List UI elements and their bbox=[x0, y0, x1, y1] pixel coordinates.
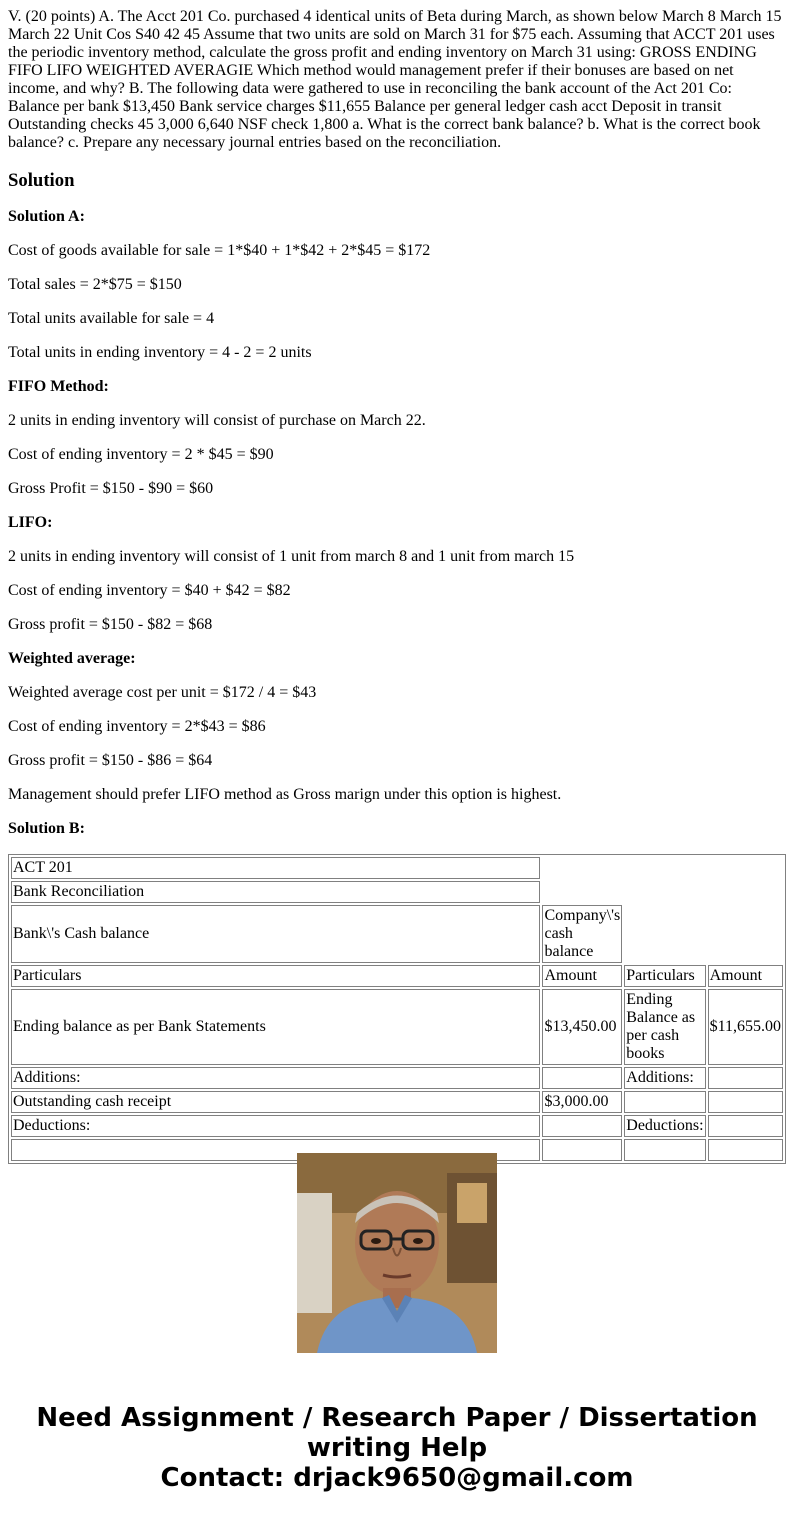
particulars-header: Particulars bbox=[11, 965, 540, 987]
particulars-header-2: Particulars bbox=[624, 965, 705, 987]
weighted-heading: Weighted average: bbox=[8, 650, 136, 667]
amount-header: Amount bbox=[542, 965, 622, 987]
fifo-line-2: Cost of ending inventory = 2 * $45 = $90 bbox=[8, 446, 274, 463]
author-portrait-icon bbox=[297, 1153, 497, 1353]
lifo-heading: LIFO: bbox=[8, 514, 53, 531]
additions-right-label: Additions: bbox=[624, 1067, 705, 1089]
promo-line-2: writing Help bbox=[306, 1433, 488, 1463]
author-avatar bbox=[297, 1153, 497, 1353]
conclusion-line: Management should prefer LIFO method as Gross marign under this option is highest. bbox=[8, 786, 562, 803]
company-cash-balance-header: Company\'s cash balance bbox=[542, 905, 622, 963]
outstanding-receipt-amount: $3,000.00 bbox=[542, 1091, 622, 1113]
empty-cell bbox=[708, 1115, 783, 1137]
lifo-line-2: Cost of ending inventory = $40 + $42 = $82 bbox=[8, 582, 291, 599]
solution-title: Solution bbox=[8, 170, 75, 191]
reconciliation-title-cell: Bank Reconciliation bbox=[11, 881, 540, 903]
empty-cell bbox=[708, 1139, 783, 1161]
cost-available-line: Cost of goods available for sale = 1*$40 + 1*$42 + 2*$45 = $172 bbox=[8, 242, 431, 259]
bank-cash-balance-header: Bank\'s Cash balance bbox=[11, 905, 540, 963]
additions-left-label: Additions: bbox=[11, 1067, 540, 1089]
deductions-left-label: Deductions: bbox=[11, 1115, 540, 1137]
weighted-line-2: Cost of ending inventory = 2*$43 = $86 bbox=[8, 718, 266, 735]
weighted-line-1: Weighted average cost per unit = $172 / 4 = $43 bbox=[8, 684, 317, 701]
fifo-line-3: Gross Profit = $150 - $90 = $60 bbox=[8, 480, 214, 497]
solution-a-heading: Solution A: bbox=[8, 208, 85, 225]
empty-cell bbox=[542, 1067, 622, 1089]
units-available-line: Total units available for sale = 4 bbox=[8, 310, 215, 327]
ending-bank-amount: $13,450.00 bbox=[542, 989, 622, 1065]
empty-cell bbox=[708, 1067, 783, 1089]
document-content bbox=[8, 8, 786, 1134]
weighted-line-3: Gross profit = $150 - $86 = $64 bbox=[8, 752, 213, 769]
units-ending-line: Total units in ending inventory = 4 - 2 = 2 units bbox=[8, 344, 312, 361]
promo-line-1: Need Assignment / Research Paper / Dissertation bbox=[36, 1403, 758, 1433]
empty-cell bbox=[542, 1115, 622, 1137]
empty-cell bbox=[624, 1139, 705, 1161]
company-name-cell: ACT 201 bbox=[11, 857, 540, 879]
ending-book-label: Ending Balance as per cash books bbox=[624, 989, 705, 1065]
deductions-right-label: Deductions: bbox=[624, 1115, 705, 1137]
empty-cell bbox=[624, 1091, 705, 1113]
empty-cell bbox=[708, 1091, 783, 1113]
empty-cell bbox=[542, 1139, 622, 1161]
bank-reconciliation-table bbox=[8, 854, 786, 1164]
ending-bank-label: Ending balance as per Bank Statements bbox=[11, 989, 540, 1065]
total-sales-line: Total sales = 2*$75 = $150 bbox=[8, 276, 182, 293]
ending-book-amount: $11,655.00 bbox=[708, 989, 783, 1065]
solution-b-heading: Solution B: bbox=[8, 820, 85, 837]
fifo-line-1: 2 units in ending inventory will consist of purchase on March 22. bbox=[8, 412, 426, 429]
lifo-line-1: 2 units in ending inventory will consist of 1 unit from march 8 and 1 unit from march 15 bbox=[8, 548, 575, 565]
fifo-heading: FIFO Method: bbox=[8, 378, 109, 395]
promo-banner bbox=[0, 1403, 794, 1493]
promo-contact: Contact: drjack9650@gmail.com bbox=[160, 1463, 634, 1493]
amount-header-2: Amount bbox=[708, 965, 783, 987]
outstanding-receipt-label: Outstanding cash receipt bbox=[11, 1091, 540, 1113]
lifo-line-3: Gross profit = $150 - $82 = $68 bbox=[8, 616, 213, 633]
question-text: V. (20 points) A. The Acct 201 Co. purchased 4 identical units of Beta during March, as shown below March 8 March 15 March 22 Unit Cos S40 42 45 Assume that two units are sold on March 31 for $75 each. Assuming that ACCT 201 uses the periodic inventory method, calculate the gross profit and ending inventory on March 31 using: GROSS ENDING FIFO LIFO WEIGHTED AVERAGIE Which method would management prefer if their bonuses are based on net income, and why? B. The following data were gathered to use in reconciling the bank account of the Act 201 Co: Balance per bank $13,450 Bank service charges $11,655 Balance per general ledger cash acct Deposit in transit Outstanding checks 45 3,000 6,640 NSF check 1,800 a. What is the correct bank balance? b. What is the correct book balance? c. Prepare any necessary journal entries based on the reconciliation. bbox=[8, 8, 782, 151]
